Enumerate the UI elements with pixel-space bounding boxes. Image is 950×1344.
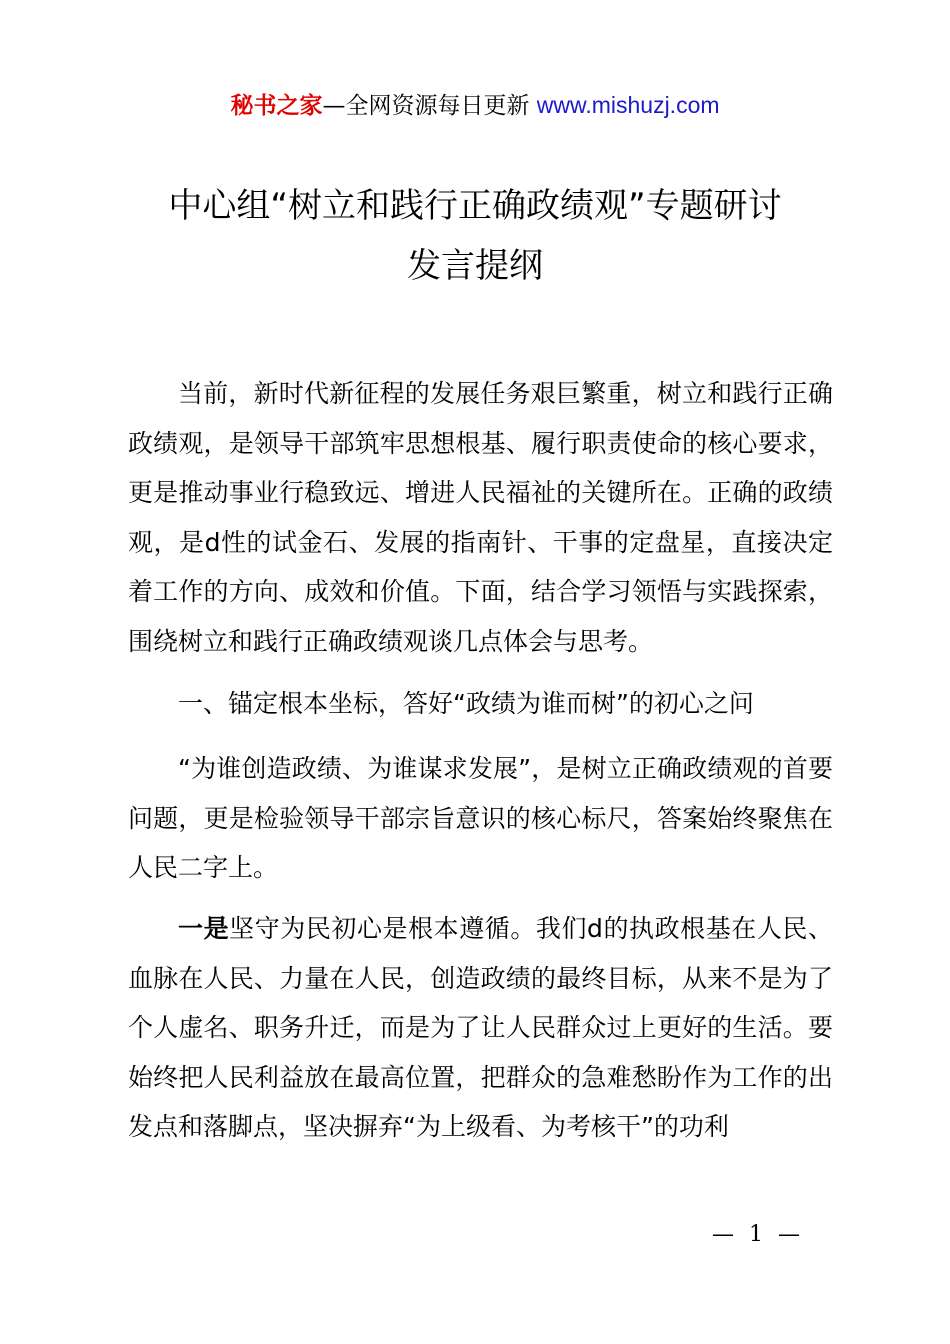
point-1-text: 坚守为民初心是根本遵循。我们d的执政根基在人民、血脉在人民、力量在人民，创造政绩的最终目标，从来不是为了个人虚名、职务升迁，而是为了让人民群众过上更好的生活。要始终把人民利益放在最高位置，把群众的急难愁盼作为工作的出发点和落脚点，坚决摒弃“为上级看、为考核干”的功利 [128, 914, 833, 1142]
title-line-2: 发言提纲 [407, 246, 543, 286]
intro-paragraph: 当前，新时代新征程的发展任务艰巨繁重，树立和践行正确政绩观，是领导干部筑牢思想根基、履行职责使命的核心要求，更是推动事业行稳致远、增进人民福祉的关键所在。正确的政绩观，是d性的试金石、发展的指南针、干事的定盘星，直接决定着工作的方向、成效和价值。下面，结合学习领悟与实践探索，围绕树立和践行正确政绩观谈几点体会与思考。 [128, 379, 833, 656]
site-url[interactable]: www.mishuzj.com [536, 92, 720, 118]
point-1-lead: 一是 [178, 914, 230, 943]
site-brand: 秘书之家 [230, 93, 323, 119]
document-title [0, 182, 950, 302]
site-header [0, 88, 950, 123]
section-1-intro: “为谁创造政绩、为谁谋求发展”，是树立正确政绩观的首要问题，更是检验领导干部宗旨意识的核心标尺，答案始终聚焦在人民二字上。 [128, 754, 833, 883]
site-tagline: —全网资源每日更新 [322, 93, 537, 119]
title-line-1: 中心组“树立和践行正确政绩观”专题研讨 [168, 186, 782, 226]
point-1-paragraph [128, 904, 833, 1152]
page-number: — 1 — [712, 1222, 804, 1247]
section-1-heading: 一、锚定根本坐标，答好“政绩为谁而树”的初心之问 [178, 689, 754, 718]
